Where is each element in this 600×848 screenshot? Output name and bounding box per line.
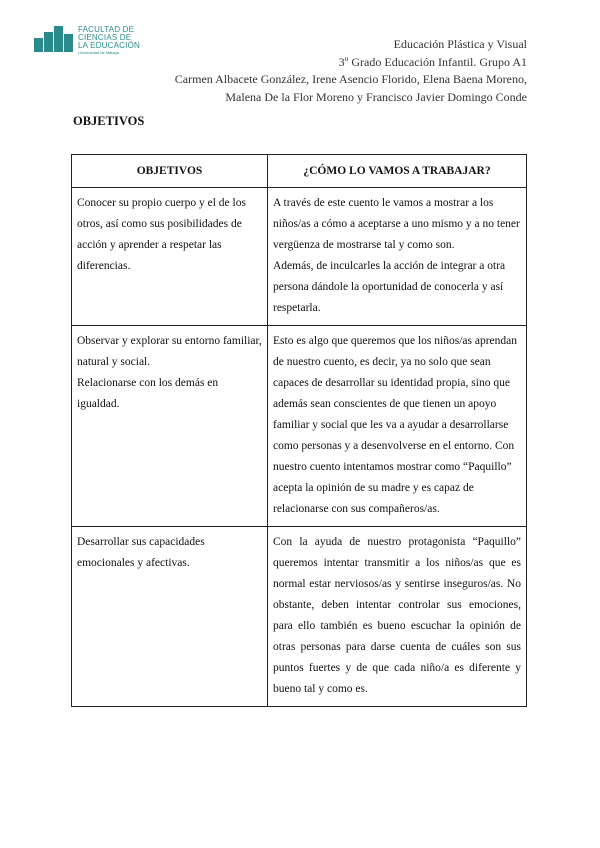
cell-paragraph: Observar y explorar su entorno familiar, natural y social. (77, 335, 262, 368)
authors-line-2: Malena De la Flor Moreno y Francisco Javier Domingo Conde (225, 89, 527, 104)
logo-line: FACULTAD DE (78, 25, 135, 34)
cell-paragraph: Desarrollar sus capacidades emocionales y afectivas. (77, 536, 205, 569)
course-title: Educación Plástica y Visual (393, 37, 527, 51)
table-row (72, 527, 527, 707)
section-title: OBJETIVOS (73, 114, 145, 128)
table-row (72, 326, 527, 527)
table-row (72, 188, 527, 326)
document-header (175, 36, 527, 106)
cell-paragraph: A través de este cuento le vamos a mostrar a los niños/as a cómo a aceptarse a uno mismo y a no tener vergüenza de mostrarse tal y como son. (273, 197, 520, 251)
cell-paragraph: Conocer su propio cuerpo y el de los otros, así como sus posibilidades de acción y aprender a respetar las diferencias. (77, 197, 246, 272)
logo-line: CIENCIAS DE (78, 33, 132, 42)
column-header-objectives: OBJETIVOS (72, 155, 268, 188)
logo-text (78, 26, 140, 56)
objectives-table (71, 154, 527, 707)
objective-cell (72, 527, 268, 707)
logo-subtitle: Universidad de Málaga (78, 50, 119, 55)
group-info: 3º Grado Educación Infantil. Grupo A1 (338, 54, 527, 69)
building-columns-logo-icon (34, 26, 74, 52)
how-cell (268, 188, 527, 326)
table-header-row (72, 155, 527, 188)
cell-paragraph: Además, de inculcarles la acción de integrar a otra persona dándole la oportunidad de conocerla y así respetarla. (273, 260, 506, 314)
authors-line-1: Carmen Albacete González, Irene Asencio Florido, Elena Baena Moreno, (174, 72, 527, 86)
cell-paragraph: Relacionarse con los demás en igualdad. (77, 377, 219, 410)
column-header-how: ¿CÓMO LO VAMOS A TRABAJAR? (268, 155, 527, 188)
cell-paragraph: Con la ayuda de nuestro protagonista “Paquillo” queremos intentar transmitir a los niños/as que es normal estar nerviosos/as y sentirse inseguros/as. No obstante, deben intentar controlar sus emociones, para ello también es bueno escuchar la opinión de otras personas para darse cuenta de cuáles son sus puntos fuertes y de que cada niño/a es diferente y bueno tal y como es. (273, 536, 521, 695)
objective-cell (72, 188, 268, 326)
cell-paragraph: Esto es algo que queremos que los niños/as aprendan de nuestro cuento, es decir, ya no solo que sean capaces de desarrollar su identidad propia, sino que además sean conscientes de que tienen un apoyo familiar y social que les va a ayudar a desarrollarse como personas y a desenvolverse en el entorno. Con nuestro cuento intentamos mostrar como “Paquillo” acepta la opinión de su madre y es capaz de relacionarse con sus compañeros/as. (273, 335, 517, 515)
how-cell (268, 326, 527, 527)
logo-line: LA EDUCACIÓN (78, 41, 140, 50)
faculty-logo (34, 26, 144, 62)
objective-cell (72, 326, 268, 527)
how-cell (268, 527, 527, 707)
